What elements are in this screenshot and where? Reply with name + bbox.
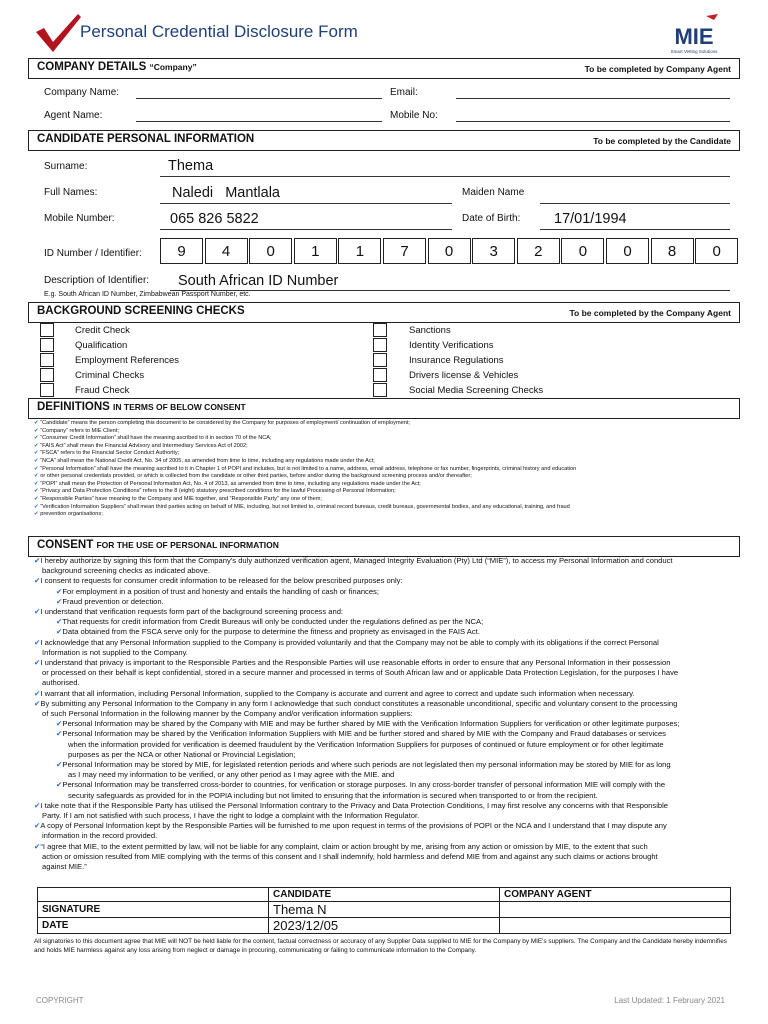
consent-text: I understand that verification requests form part of the background screening process and: <box>40 607 344 617</box>
signature-row-label: SIGNATURE <box>38 902 269 918</box>
check-bullet-icon: ✔ <box>34 495 41 502</box>
checks-heading: BACKGROUND SCREENING CHECKS <box>37 305 245 317</box>
screening-check-label: Social Media Screening Checks <box>409 385 544 396</box>
definition-text: “Verification Information Suppliers” shall mean third parties acting on behalf of MIE, including, but not limited to, criminal record bureaus, credit bureaus, governmental bodies, and any educational, training, and fraud <box>40 503 570 510</box>
definition-text: “Responsible Parties” have meaning to the Company and MIE together, and “Responsible Party” any one of them; <box>40 495 322 502</box>
form-title: Personal Credential Disclosure Form <box>80 22 358 41</box>
consent-line <box>34 587 736 597</box>
mobile-number-field[interactable] <box>160 229 452 230</box>
screening-check-label: Insurance Regulations <box>409 355 504 366</box>
consent-text: background screening checks as indicated above. <box>42 566 211 576</box>
consent-line <box>34 740 736 750</box>
id-digit-box[interactable]: 0 <box>428 238 471 264</box>
footer-copyright: COPYRIGHT <box>36 996 84 1005</box>
screening-check-label: Drivers license & Vehicles <box>409 370 519 381</box>
mobile-no-field[interactable] <box>456 121 730 122</box>
check-bullet-icon: ✔ <box>34 576 41 586</box>
consent-line <box>34 780 736 790</box>
check-bullet-icon: ✔ <box>56 729 63 739</box>
screening-check-label: Qualification <box>75 340 128 351</box>
consent-line <box>34 617 736 627</box>
screening-checkbox[interactable] <box>373 353 387 367</box>
id-digit-box[interactable]: 0 <box>249 238 292 264</box>
check-bullet-icon: ✔ <box>34 556 41 565</box>
identifier-desc-label: Description of Identifier: <box>44 275 150 286</box>
signature-table <box>37 887 731 934</box>
consent-line <box>34 791 736 801</box>
checkmark-logo-icon <box>34 12 82 54</box>
screening-check-label: Employment References <box>75 355 180 366</box>
mobile-no-label: Mobile No: <box>390 110 438 121</box>
check-bullet-icon: ✔ <box>34 607 41 617</box>
consent-text: information in the record provided. <box>42 831 158 841</box>
definition-item <box>34 435 734 443</box>
full-names-field[interactable] <box>160 203 452 204</box>
definition-text: “POPI” shall mean the Protection of Personal Information Act, No. 4 of 2013, as amended from time to time, including any regulations made under the Act; <box>40 480 421 487</box>
check-bullet-icon: ✔ <box>34 637 41 647</box>
check-bullet-icon: ✔ <box>56 627 63 637</box>
id-digit-box[interactable]: 8 <box>651 238 694 264</box>
definition-text: “Candidate” means the person completing this document to be considered by the Company for purposes of employment/ continuation of employment; <box>40 420 410 426</box>
consent-line <box>34 770 736 780</box>
check-bullet-icon: ✔ <box>34 688 41 698</box>
consent-line <box>34 597 736 607</box>
screening-check-label: Criminal Checks <box>75 370 145 381</box>
agent-column-header: COMPANY AGENT <box>500 888 731 902</box>
consent-text: of such Personal Information in the following manner by the Company and/or verification information suppliers: <box>42 709 413 719</box>
id-number-label: ID Number / Identifier: <box>44 248 142 259</box>
definition-text: or other personal credentials provided, or which is collected from the candidate or other third parties, before and/or during the background screening process and/or thereafter; <box>40 473 472 480</box>
consent-text: or processed on their behalf is kept confidential, stored in a secure manner and processed in terms of South African law and or applicable Data Protection Legislation, for the purposes I have <box>42 668 679 678</box>
screening-checkbox[interactable] <box>40 383 54 397</box>
consent-heading-note: FOR THE USE OF PERSONAL INFORMATION <box>96 540 279 550</box>
check-bullet-icon: ✔ <box>56 586 63 596</box>
consent-text: purposes as per the NCA or other National or Provincial Legislation; <box>68 749 296 759</box>
company-completed-by: To be completed by Company Agent <box>584 64 731 74</box>
consent-text: when the information provided for verification is deemed fraudulent by the Verification Information Suppliers for purposes of continued or future employment or for other legitimate <box>68 739 664 749</box>
definition-text: “FSCA” refers to the Financial Sector Conduct Authority; <box>40 450 180 457</box>
check-bullet-icon: ✔ <box>34 435 41 442</box>
consent-line <box>34 811 736 821</box>
full-names-value: Naledi Mantlala <box>172 185 280 201</box>
definition-text: “Personal Information” shall have the meaning ascribed to it in Chapter 1 of POPI and includes, but is not limited to a name, address, email address, telephone or fax number, fingerprints, criminal history and education <box>40 465 577 472</box>
check-bullet-icon: ✔ <box>34 698 41 708</box>
consent-text: Personal Information may be shared by the Verification Information Suppliers with MIE and be further stored and shared by MIE with the Company and Fraud databases or services <box>62 729 666 739</box>
consent-line <box>34 566 736 576</box>
consent-text: That requests for credit information from Credit Bureaus will only be conducted under the regulations defined as per the NCA; <box>62 617 484 627</box>
consent-line <box>34 576 736 586</box>
company-name-label: Company Name: <box>44 87 120 98</box>
id-digit-box[interactable]: 0 <box>561 238 604 264</box>
consent-line <box>34 678 736 688</box>
company-heading: COMPANY DETAILS <box>37 61 147 73</box>
candidate-date-field[interactable]: 2023/12/05 <box>269 918 500 934</box>
screening-check-label: Fraud Check <box>75 385 130 396</box>
consent-list <box>34 556 736 872</box>
surname-label: Surname: <box>44 161 88 172</box>
id-digit-box[interactable]: 9 <box>160 238 203 264</box>
dob-label: Date of Birth: <box>462 213 521 224</box>
dob-field[interactable] <box>540 229 730 230</box>
mobile-number-label: Mobile Number: <box>44 213 115 224</box>
screening-checks-header <box>28 302 740 323</box>
consent-text: “I agree that MIE, to the extent permitted by law, will not be liable for any complaint, claim or action brought by me, arising from any action or omission by MIE, to the extent that such <box>40 841 648 851</box>
definition-item <box>34 473 734 481</box>
consent-text: Personal Information may be transferred cross-border to countries, for verification or storage purposes. In any cross-border transfer of personal information MIE will comply with the <box>62 780 666 790</box>
consent-line <box>34 658 736 668</box>
check-bullet-icon: ✔ <box>34 442 41 449</box>
consent-line <box>34 719 736 729</box>
consent-text: I take note that if the Responsible Party has utilised the Personal Information contrary to the Privacy and Data Protection Conditions, I may first resolve any concerns with that Responsible <box>40 800 669 810</box>
definition-text: “NCA” shall mean the National Credit Act, No. 34 of 2005, as amended from time to time, including any regulations made under the Act; <box>40 457 375 464</box>
consent-line <box>34 801 736 811</box>
consent-heading: CONSENT <box>37 539 94 551</box>
consent-line <box>34 699 736 709</box>
consent-line <box>34 648 736 658</box>
screening-checkbox[interactable] <box>40 338 54 352</box>
check-bullet-icon: ✔ <box>34 420 41 426</box>
candidate-info-header <box>28 130 740 151</box>
check-bullet-icon: ✔ <box>34 841 41 851</box>
consent-line <box>34 607 736 617</box>
consent-line <box>34 668 736 678</box>
email-field[interactable] <box>456 98 730 99</box>
email-label: Email: <box>390 87 418 98</box>
id-digit-box[interactable]: 7 <box>383 238 426 264</box>
consent-text: Fraud prevention or detection. <box>62 596 164 606</box>
screening-checkbox[interactable] <box>40 323 54 337</box>
consent-text: By submitting any Personal Information to the Company in any form I acknowledge that such conduct constitutes a reasonable unconditional, specific and voluntary consent to the processing <box>40 698 678 708</box>
screening-checkbox[interactable] <box>373 323 387 337</box>
definition-item <box>34 488 734 496</box>
identifier-desc-field[interactable] <box>170 290 730 291</box>
check-bullet-icon: ✔ <box>34 488 41 495</box>
candidate-column-header: CANDIDATE <box>269 888 500 902</box>
consent-text: Party. If I am not satisfied with such process, I have the right to lodge a complaint with the Information Regulator. <box>42 811 420 821</box>
definition-item <box>34 443 734 451</box>
consent-text: I hereby authorize by signing this form that the Company’s duly authorized verification agent, Managed Integrity Evaluation (Pty) Ltd (“MIE”), to access my Personal Information and conduct <box>40 556 673 565</box>
check-bullet-icon: ✔ <box>56 760 63 770</box>
consent-text: as I may need my information to be verified, or any other period as I may agree with the MIE. and <box>68 770 395 780</box>
definition-text: “FAIS Act” shall mean the Financial Advisory and Intermediary Services Act of 2002; <box>40 442 248 449</box>
consent-text: Personal Information may be shared by the Company with MIE and may be further shared by MIE with the Verification Information Suppliers for verification or other legitimate purposes; <box>62 719 680 729</box>
consent-line <box>34 556 736 566</box>
surname-value: Thema <box>168 158 214 174</box>
screening-checkbox[interactable] <box>40 368 54 382</box>
maiden-name-field[interactable] <box>540 203 730 204</box>
screening-checkbox[interactable] <box>40 353 54 367</box>
definitions-heading-note: IN TERMS OF BELOW CONSENT <box>113 402 246 412</box>
definition-text: “Consumer Credit Information” shall have the meaning ascribed to it in section 70 of the NCA; <box>40 435 272 442</box>
check-bullet-icon: ✔ <box>56 780 63 790</box>
check-bullet-icon: ✔ <box>56 596 63 606</box>
agent-date-field[interactable] <box>500 918 731 934</box>
definition-item <box>34 458 734 466</box>
mobile-number-value: 065 826 5822 <box>170 211 259 227</box>
check-bullet-icon: ✔ <box>56 719 63 729</box>
maiden-name-label: Maiden Name <box>462 187 525 198</box>
consent-line <box>34 689 736 699</box>
candidate-completed-by: To be completed by the Candidate <box>593 136 731 146</box>
check-bullet-icon: ✔ <box>34 473 41 480</box>
logo-tagline: Smart Vetting Solutions <box>670 49 718 54</box>
id-digit-box[interactable]: 1 <box>338 238 381 264</box>
id-digit-box[interactable]: 0 <box>695 238 738 264</box>
consent-line <box>34 842 736 852</box>
definition-text: “Company” refers to MIE Client; <box>40 427 119 434</box>
screening-check-label: Sanctions <box>409 325 451 336</box>
candidate-signature-field[interactable]: Thema N <box>269 902 500 918</box>
consent-text: Personal Information may be stored by MIE, for legislated retention periods and where such periods are not legislated then my personal information may be stored by MIE for as long <box>62 760 671 770</box>
consent-line <box>34 831 736 841</box>
consent-text: I understand that privacy is important to the Responsible Parties and the Responsible Parties will use reasonable efforts in order to ensure that any Personal Information in their possession <box>40 658 671 668</box>
definition-item <box>34 466 734 474</box>
definition-text: prevention organisations; <box>40 511 103 518</box>
check-bullet-icon: ✔ <box>34 800 41 810</box>
consent-text: action or omission resulted from MIE complying with the terms of this consent and I shall indemnify, hold harmless and defend MIE from and against any such claims or actions brought <box>42 851 658 861</box>
liability-disclaimer: All signatories to this document agree that MIE will NOT be held liable for the content, factual correctness or accuracy of any Supplier Data supplied to MIE for the Company by MIE's suppliers. The Company and the Candidate hereby indemnifies and holds MIE harmless against any loss arising from neglect or damage in procuring, communicating or failing to communicate information to the Company. <box>34 938 727 954</box>
dob-value: 17/01/1994 <box>554 211 627 227</box>
consent-line <box>34 638 736 648</box>
consent-text: For employment in a position of trust and honesty and entails the handling of cash or finances; <box>62 586 379 596</box>
consent-text: authorised. <box>42 678 80 688</box>
consent-text: A copy of Personal Information kept by the Responsible Parties will be furnished to me upon request in terms of the provisions of POPI or the NCA and I understand that I may dispute any <box>40 821 667 831</box>
surname-field[interactable] <box>160 176 730 177</box>
consent-text: Information is not supplied to the Company. <box>42 647 188 657</box>
definition-item <box>34 496 734 504</box>
consent-line <box>34 862 736 872</box>
screening-checkbox[interactable] <box>373 338 387 352</box>
consent-text: I consent to requests for consumer credit information to be released for the below prescribed purposes only: <box>40 576 403 586</box>
agent-signature-field[interactable] <box>500 902 731 918</box>
consent-text: I acknowledge that any Personal Information supplied to the Company is provided voluntarily and that the Company may not be able to comply with its obligations if the correct Personal <box>40 637 659 647</box>
definition-item <box>34 481 734 489</box>
agent-name-label: Agent Name: <box>44 110 103 121</box>
id-digit-box[interactable]: 4 <box>205 238 248 264</box>
id-digit-box[interactable]: 0 <box>606 238 649 264</box>
id-digit-box[interactable]: 2 <box>517 238 560 264</box>
check-bullet-icon: ✔ <box>34 503 41 510</box>
consent-line <box>34 709 736 719</box>
consent-line <box>34 821 736 831</box>
company-name-field[interactable] <box>136 98 382 99</box>
consent-text: against MIE.” <box>42 862 87 872</box>
consent-line <box>34 852 736 862</box>
definition-text: “Privacy and Data Protection Conditions” refers to the 8 (eight) statutory prescribed conditions for the lawful Processing of Personal Information; <box>40 488 396 495</box>
consent-text: security safeguards as provided for in the POPIA including but not limited to ensuring that the information is secured when transported to or from the recipient. <box>68 790 598 800</box>
identifier-desc-hint: E.g. South African ID Number, Zimbabwean Passport Number, etc. <box>44 291 251 298</box>
agent-name-field[interactable] <box>136 121 382 122</box>
definition-item <box>34 511 734 519</box>
check-bullet-icon: ✔ <box>34 658 41 668</box>
logo-name: MIE <box>674 24 714 49</box>
screening-check-label: Credit Check <box>75 325 130 336</box>
consent-header <box>28 536 740 557</box>
company-details-header <box>28 58 740 79</box>
check-bullet-icon: ✔ <box>34 821 41 831</box>
consent-line <box>34 760 736 770</box>
consent-line <box>34 750 736 760</box>
check-bullet-icon: ✔ <box>56 617 63 627</box>
check-bullet-icon: ✔ <box>34 427 41 434</box>
screening-checkbox[interactable] <box>373 383 387 397</box>
checks-completed-by: To be completed by the Company Agent <box>569 308 731 318</box>
definitions-header <box>28 398 740 419</box>
check-bullet-icon: ✔ <box>34 480 41 487</box>
check-bullet-icon: ✔ <box>34 465 41 472</box>
definition-item <box>34 420 734 428</box>
mie-logo-icon <box>666 12 722 56</box>
date-row-label: DATE <box>38 918 269 934</box>
screening-checkbox[interactable] <box>373 368 387 382</box>
definition-item <box>34 428 734 436</box>
consent-line <box>34 627 736 637</box>
definitions-list <box>34 420 734 519</box>
consent-line <box>34 729 736 739</box>
definitions-heading: DEFINITIONS <box>37 401 110 413</box>
check-bullet-icon: ✔ <box>34 511 41 518</box>
id-digit-box[interactable]: 1 <box>294 238 337 264</box>
id-digit-box[interactable]: 3 <box>472 238 515 264</box>
definition-item <box>34 504 734 512</box>
company-heading-note: “Company” <box>149 62 197 72</box>
screening-check-label: Identity Verifications <box>409 340 494 351</box>
candidate-heading: CANDIDATE PERSONAL INFORMATION <box>37 133 255 145</box>
full-names-label: Full Names: <box>44 187 98 198</box>
check-bullet-icon: ✔ <box>34 450 41 457</box>
consent-text: Data obtained from the FSCA serve only for the purpose to determine the fitness and propriety as envisaged in the FAIS Act. <box>62 627 480 637</box>
definition-item <box>34 450 734 458</box>
footer-last-updated: Last Updated: 1 February 2021 <box>614 996 725 1005</box>
check-bullet-icon: ✔ <box>34 457 41 464</box>
identifier-desc-value: South African ID Number <box>178 273 339 289</box>
consent-text: I warrant that all information, including Personal Information, supplied to the Company is accurate and current and agree to correct and update such information when necessary. <box>40 688 635 698</box>
